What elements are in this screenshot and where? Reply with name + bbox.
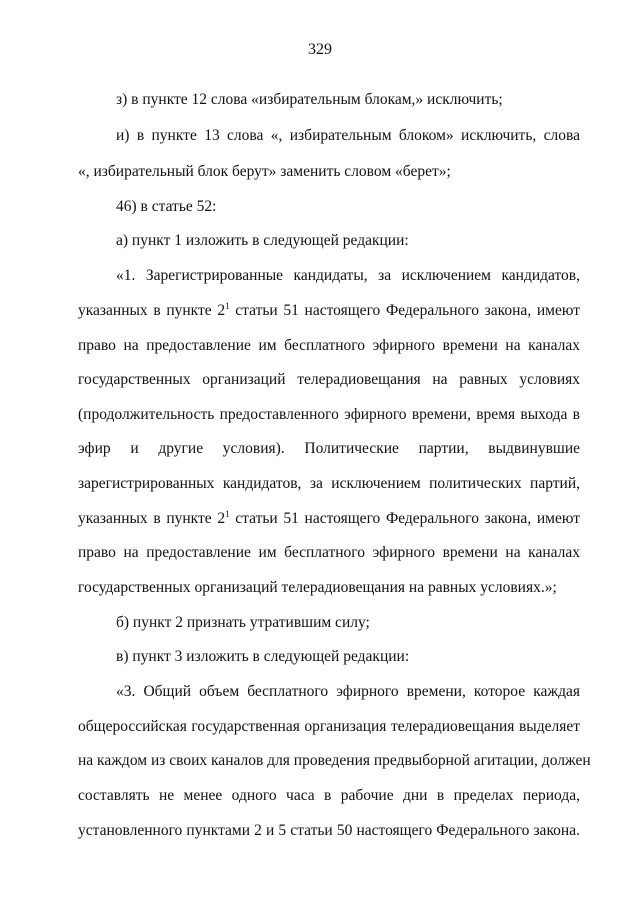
- text-line: «, избирательный блок берут» заменить словом «берет»;: [78, 163, 451, 180]
- text-fragment: статьи 51 настоящего Федерального закона, имеют: [229, 302, 580, 319]
- text-line: з) в пункте 12 слова «избирательным блокам,» исключить;: [116, 91, 503, 108]
- text-line: составлять не менее одного часа в рабочие дни в пределах периода,: [78, 787, 580, 804]
- text-fragment: указанных в пункте 2: [78, 302, 226, 319]
- text-line: [78, 509, 580, 529]
- text-line: зарегистрированных кандидатов, за исключением политических партий,: [78, 475, 580, 492]
- text-line: (продолжительность предоставленного эфирного времени, время выхода в: [78, 406, 580, 423]
- text-fragment: статьи 51 настоящего Федерального закона, имеют: [229, 510, 580, 527]
- text-line: «1. Зарегистрированные кандидаты, за исключением кандидатов,: [116, 267, 580, 284]
- text-line: 46) в статье 52:: [116, 198, 217, 215]
- text-line: общероссийская государственная организация телерадиовещания выделяет: [78, 718, 580, 735]
- text-line: а) пункт 1 изложить в следующей редакции:: [116, 232, 409, 249]
- text-fragment: указанных в пункте 2: [78, 510, 226, 527]
- text-line: установленного пунктами 2 и 5 статьи 50 настоящего Федерального закона.: [78, 822, 580, 839]
- text-line: право на предоставление им бесплатного эфирного времени на каналах: [78, 337, 580, 354]
- superscript: 1: [225, 301, 230, 311]
- text-line: на каждом из своих каналов для проведения предвыборной агитации, должен: [78, 752, 591, 769]
- text-line: государственных организаций телерадиовещания на равных условиях: [78, 371, 580, 388]
- text-line: право на предоставление им бесплатного эфирного времени на каналах: [78, 544, 580, 561]
- text-line: [78, 301, 580, 321]
- text-line: эфир и другие условия). Политические партии, выдвинувшие: [78, 440, 580, 457]
- text-line: б) пункт 2 признать утратившим силу;: [116, 614, 370, 631]
- text-line: и) в пункте 13 слова «, избирательным блоком» исключить, слова: [116, 127, 580, 144]
- text-line: «3. Общий объем бесплатного эфирного времени, которое каждая: [116, 683, 580, 700]
- superscript: 1: [225, 509, 230, 519]
- text-line: в) пункт 3 изложить в следующей редакции:: [116, 648, 410, 665]
- text-line: государственных организаций телерадиовещания на равных условиях.»;: [78, 579, 557, 596]
- page-number: 329: [308, 41, 332, 58]
